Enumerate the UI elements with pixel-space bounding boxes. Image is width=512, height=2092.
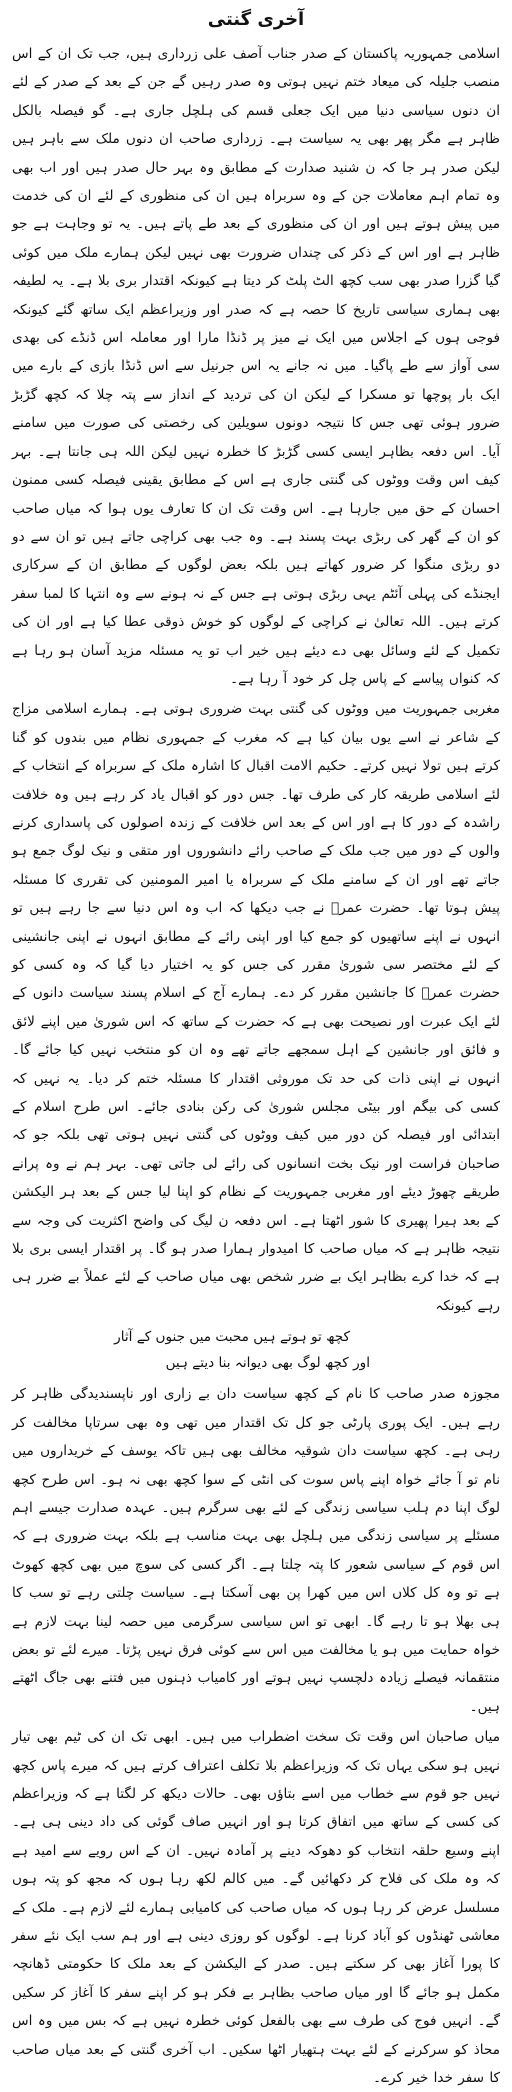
article-title: آخری گنتی xyxy=(207,9,305,30)
verse-line-1: کچھ تو ہوتے ہیں محبت میں جنوں کے آثار xyxy=(114,1329,350,1346)
verse-line-2: اور کچھ لوگ بھی دیوانہ بنا دیتے ہیں xyxy=(165,1355,370,1372)
poetry-verse xyxy=(12,1324,500,1376)
article-paragraph-3: مجوزہ صدر صاحب کا نام کے کچھ سیاست دان بے زاری اور ناپسندیدگی ظاہر کر رہے ہیں۔ ایک پوری پارٹی جو کل تک اقتدار میں تھی وہ بھی سرتاپا مخالفت کر رہی ہے۔ کچھ سیاست دان شوقیہ مخالف بھی ہیں تاکہ یوسف کے خریداروں میں نام تو آ جائے خواہ اپنے پاس سوت کی انٹی کے سوا کچھ بھی نہ ہو۔ اس طرح کچھ لوگ اپنا دم ہلب سیاسی زندگی کے لئے بھی سرگرم ہیں۔ عہدہ صدارت جیسے اہم مسئلے پر سیاسی زندگی میں ہلچل بھی بہت مناسب ہے بلکہ بہت ضروری ہے کہ اس قوم کے سیاسی شعور کا پتہ چلتا ہے۔ اگر کسی کی سوچ میں بھی کچھ کھوٹ ہے تو وہ کل کلاں اس میں کھرا پن بھی آسکتا ہے۔ سیاست چلتی رہے تو سب کا ہی بھلا ہو تا رہے گا۔ ابھی تو اس سیاسی سرگرمی میں حصہ لینا بہت لازم ہے خواہ حمایت میں ہو یا مخالفت میں اس سے کوئی فرق نہیں پڑتا۔ میرے لئے تو بعض منتقمانہ فیصلے زیادہ دلچسپ نہیں ہوتے اور کامیاب ذہنوں میں فتنے بھی جاگ اٹھتے ہیں۔ xyxy=(12,1386,500,1715)
article-paragraph-2: مغربی جمہوریت میں ووٹوں کی گنتی بہت ضروری ہوتی ہے۔ ہمارے اسلامی مزاج کے شاعر نے اسے یوں بیان کیا ہے کہ مغرب کے جمہوری نظام میں بندوں کو گنا کرتے ہیں تولا نہیں کرتے۔ حکیم الامت اقبال کا اشارہ ملک کے سربراہ کے انتخاب کے لئے اسلامی طریقہ کار کی طرف تھا۔ جس دور کو اقبال یاد کر رہے ہیں وہ خلافت راشدہ کے دور کا ہے اور اس کے بعد اس خلافت کے زندہ اصولوں کی پاسداری کرنے والوں کے دور میں جب ملک کے صاحب رائے دانشوروں اور متقی و نیک لوگ جمع ہو جاتے تھے اور ان کے سامنے ملک کے سربراہ یا امیر المومنین کی تقرری کا مسئلہ پیش ہوتا تھا۔ حضرت عمرؓ نے جب دیکھا کہ اب وہ اس دنیا سے جا رہے ہیں تو انہوں نے اپنے ساتھیوں کو جمع کیا اور اپنی رائے کے مطابق انہوں نے اپنی جانشینی کے لئے مختصر سی شوریٰ مقرر کی جس کو یہ اختیار دیا گیا کہ وہ کسی کو حضرت عمرؓ کا جانشین مقرر کر دے۔ ہمارے آج کے اسلام پسند سیاست دانوں کے لئے ایک عبرت اور نصیحت بھی ہے کہ حضرت کے ساتھ کہ اس شوریٰ میں اپنے لائق و فائق اور جانشین کے اہل سمجھے جاتے تھے وہ ان کو منتخب نہیں کیا جائے گا۔ انہوں نے اپنی ذات کی حد تک موروثی اقتدار کا مسئلہ ختم کر دیا۔ یہ نہیں کہ کسی کی بیگم اور بیٹی مجلس شوریٰ کی رکن بنادی جائے۔ اس طرح اسلام کے ابتدائی اور فیصلہ کن دور میں کیف ووٹوں کی گنتی نہیں ہوتی تھی بلکہ جو کہ صاحبان فراست اور نیک بخت انسانوں کی رائے لی جاتی تھی۔ بہر ہم نے وہ پرانے طریقے چھوڑ دیئے اور مغربی جمہوریت کے نظام کو اپنا لیا جس کے بعد ہر الیکشن کے بعد ہیرا پھیری کا شور اٹھتا ہے۔ اس دفعہ ن لیگ کی واضح اکثریت کی وجہ سے نتیجہ ظاہر ہے کہ میاں صاحب کا امیدوار ہمارا صدر ہو گا۔ پر اقتدار ایسی بری بلا ہے کہ خدا کرے بظاہر ایک بے ضرر شخص بھی میاں صاحب کے لئے عملاً بے ضرر ہی رہے کیونکہ xyxy=(12,701,500,1314)
article-paragraph-1: اسلامی جمہوریہ پاکستان کے صدر جناب آصف علی زرداری ہیں، جب تک ان کے اس منصب جلیلہ کی میعاد ختم نہیں ہوتی وہ صدر رہیں گے جن کے بعد کے صدر کے لئے ان دنوں سیاسی دنیا میں ایک جعلی قسم کی ہلچل جاری ہے۔ گو فیصلہ بالکل ظاہر ہے مگر پھر بھی یہ سیاست ہے۔ زرداری صاحب ان دنوں ملک سے باہر ہیں لیکن صدر ہر جا کہ ن شنید صدارت کے مطابق وہ بہر حال صدر ہیں اور اب بھی وہ تمام اہم معاملات جن کے وہ سربراہ ہیں ان کی منظوری کے لئے ان کی خدمت میں پیش ہوتے ہیں اور ان کی منظوری کے بعد طے پاتے ہیں۔ یہ تو وجاہت ہے جو ظاہر ہے اور اس کے ذکر کی چنداں ضرورت بھی نہیں لیکن ہمارے ملک میں کوئی گیا گزرا صدر بھی سب کچھ الٹ پلٹ کر دیتا ہے کیونکہ اقتدار بری بلا ہے۔ یہ لطیفہ بھی ہماری سیاسی تاریخ کا حصہ ہے کہ صدر اور وزیراعظم ایک ساتھ گئے کیونکہ فوجی ہوں کے اجلاس میں ایک نے میز پر ڈنڈا مارا اور معاملہ اس ڈنڈے کی بھدی سی آواز سے طے پاگیا۔ میں نہ جانے یہ اس جرنیل سے اس ڈنڈا بازی کے بارے میں ایک بار پوچھا تو مسکرا کے لیکن ان کی تردید کے انداز سے پتہ چلا کہ کچھ گڑبڑ ضرور ہوئی تھی جس کا نتیجہ دونوں سویلین کی رخصتی کی صورت میں سامنے آیا۔ اس دفعہ بظاہر ایسی کسی گڑبڑ کا خطرہ نہیں لیکن اللہ ہی جانتا ہے۔ بہر کیف اس وقت ووٹوں کی گنتی جاری ہے اس کے مطابق یقینی فیصلہ کسی ممنون احسان کے حق میں جارہا ہے۔ اس وقت تک ان کا تعارف یوں ہوا کہ میاں صاحب کو ان کے گھر کی ربڑی بہت پسند ہے۔ وہ جب بھی کراچی جاتے ہیں تو ان سے دو دو ربڑی منگوا کر ضرور کھاتے ہیں بلکہ بعض لوگوں کے مطابق ان کے سرکاری ایجنڈے کی پہلی آئٹم یہی ربڑی ہوتی ہے جس کے نہ ہونے سے وہ انتہا کا لمبا سفر کرتے ہیں۔ اللہ تعالیٰ نے کراچی کے لوگوں کو خوش ذوقی عطا کیا ہے اور ان کی تکمیل کے لئے وسائل بھی دے دیئے ہیں خیر اب تو یہ مسئلہ مزید آسان ہو رہا ہے کہ کنواں پیاسے کے پاس چل کر خود آ رہا ہے۔ xyxy=(12,46,500,687)
article-paragraph-4: میاں صاحبان اس وقت تک سخت اضطراب میں ہیں۔ ابھی تک ان کی ٹیم بھی تیار نہیں ہو سکی یہاں تک کہ وزیراعظم بلا تکلف اعتراف کرتے ہیں کہ میرے پاس کچھ نہیں جو قوم سے خطاب میں اسے بتاؤں بھی۔ حالات دیکھ کر لگتا ہے کہ وزیراعظم کی کسی کے ساتھ میں اتفاق کرتا ہو اور انہیں صاف گوئی کی داد دینی ہی ہے۔ اپنے وسیع حلقہ انتخاب کو دھوکہ دینے پر آمادہ نہیں۔ ان کے اس رویے سے امید ہے کہ وہ ملک کی فلاح کر دکھائیں گے۔ میں کالم لکھ رہا ہوں کہ مجھ کو پتہ ہوں مسلسل عرض کر رہا ہوں کہ میاں صاحب کی کامیابی ہمارے لئے لازم ہے۔ ملک کے معاشی ٹھنڈوں کو آباد کرنا ہے۔ لوگوں کو روزی دینی ہے اور ہم سب ایک نئے سفر کا پورا آغاز بھی کر سکتے ہیں۔ صدر کے الیکشن کے بعد ملک کا حکومتی ڈھانچہ مکمل ہو جائے گا اور میاں صاحب بظاہر بے فکر ہو کر اپنے سفر کا آغاز کر سکیں گے۔ انہیں فوج کی طرف سے بھی بالفعل کوئی خطرہ نہیں ہے کہ بس میں وہ اس محاذ کو سرکرنے کے لئے بہت ہتھیار اٹھا سکیں۔ اب آخری گنتی کے بعد میاں صاحب کا سفر خدا خیر کرے۔ xyxy=(12,1729,500,2087)
